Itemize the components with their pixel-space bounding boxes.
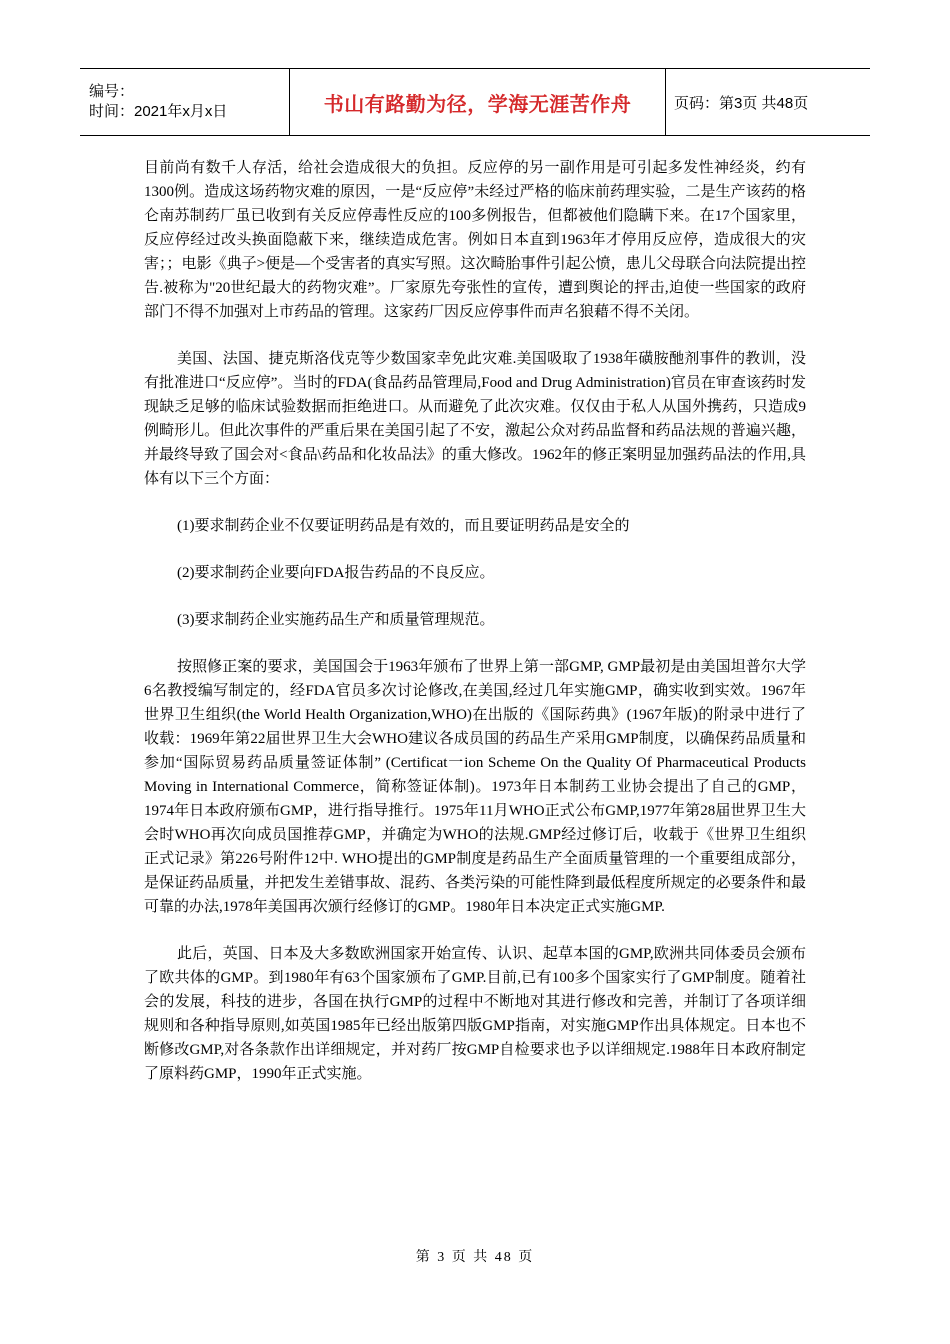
page-header <box>80 68 870 136</box>
header-meta-cell <box>80 69 290 136</box>
list-item-gmp: (3)要求制药企业实施药品生产和质量管理规范。 <box>177 612 495 628</box>
list-item-safety: (1)要求制药企业不仅要证明药品是有效的，而且要证明药品是安全的 <box>177 518 630 534</box>
header-motto: 书山有路勤为径，学海无涯苦作舟 <box>323 91 632 116</box>
list-item-adverse-reaction: (2)要求制药企业要向FDA报告药品的不良反应。 <box>177 565 495 581</box>
paragraph-continuation: 目前尚有数千人存活，给社会造成很大的负担。反应停的另一副作用是可引起多发性神经炎，约有1300例。造成这场药物灾难的原因，一是“反应停”未经过严格的临床前药理实验，二是生产该药的格仑南苏制药厂虽已收到有关反应停毒性反应的100多例报告，但都被他们隐瞒下来。在17个国家里，反应停经过改头换面隐蔽下来，继续造成危害。例如日本直到1963年才停用反应停，造成很大的灾害；；电影《典子>便是—个受害者的真实写照。这次畸胎事件引起公愤，患儿父母联合向法院提出控告.被称为"20世纪最大的药物灾难”。厂家原先夸张性的宣传，遭到舆论的抨击,迫使一些国家的政府部门不得不加强对上市药品的管理。这家药厂因反应停事件而声名狼藉不得不关闭。 <box>144 160 806 320</box>
paragraph-us-fda: 美国、法国、捷克斯洛伐克等少数国家幸免此灾难.美国吸取了1938年磺胺酏剂事件的教训，没有批准进口“反应停”。当时的FDA(食品药品管理局,Food and Drug Administration)官员在审查该药时发现缺乏足够的临床试验数据而拒绝进口。从而避免了此次灾难。仅仅由于私人从国外携药，只造成9例畸形儿。但此次事件的严重后果在美国引起了不安，激起公众对药品监督和药品法规的普遍兴趣，并最终导致了国会对<食品\药品和化妆品法》的重大修改。1962年的修正案明显加强药品法的作用,具体有以下三个方面： <box>144 351 806 487</box>
page-footer: 第 3 页 共 48 页 <box>415 1250 535 1265</box>
paragraph-gmp-history: 按照修正案的要求，美国国会于1963年颁布了世界上第一部GMP, GMP最初是由美国坦普尔大学6名教授编写制定的，经FDA官员多次讨论修改,在美国,经过几年实施GMP，确实收到实效。1967年世界卫生组织(the World Health Organization,WHO)在出版的《国际药典》(1967年版)的附录中进行了收载：1969年第22届世界卫生大会WHO建议各成员国的药品生产采用GMP制度，以确保药品质量和参加“国际贸易药品质量签证体制” (Certificat一ion Scheme On the Quality Of Pharmaceutical Products Moving in International Commerce，简称签证体制)。1973年日本制药工业协会提出了自己的GMP，1974年日本政府颁布GMP，进行指导推行。1975年11月WHO正式公布GMP,1977年第28届世界卫生大会时WHO再次向成员国推荐GMP，并确定为WHO的法规.GMP经过修订后，收载于《世界卫生组织正式记录》第226号附件12中. WHO提出的GMP制度是药品生产全面质量管理的一个重要组成部分，是保证药品质量，并把发生差错事故、混药、各类污染的可能性降到最低程度所规定的必要条件和最可靠的办法,1978年美国再次颁行经修订的GMP。1980年日本决定正式实施GMP. <box>144 659 806 915</box>
document-date: 时间：2021年x月x日 <box>89 103 228 120</box>
header-motto-cell <box>290 69 666 136</box>
document-number-label: 编号： <box>89 83 135 100</box>
paragraph-gmp-adoption: 此后，英国、日本及大多数欧洲国家开始宣传、认识、起草本国的GMP,欧洲共同体委员会颁布了欧共体的GMP。到1980年有63个国家颁布了GMP.目前,已有100多个国家实行了GMP制度。随着社会的发展，科技的进步，各国在执行GMP的过程中不断地对其进行修改和完善，并制订了各项详细规则和各种指导原则,如英国1985年已经出版第四版GMP指南，对实施GMP作出具体规定。日本也不断修改GMP,对各条款作出详细规定，并对药厂按GMP自检要求也予以详细规定.1988年日本政府制定了原料药GMP，1990年正式实施。 <box>144 946 806 1082</box>
header-page-info: 页码：第3页 共48页 <box>666 69 871 136</box>
document-body <box>144 156 806 1109</box>
